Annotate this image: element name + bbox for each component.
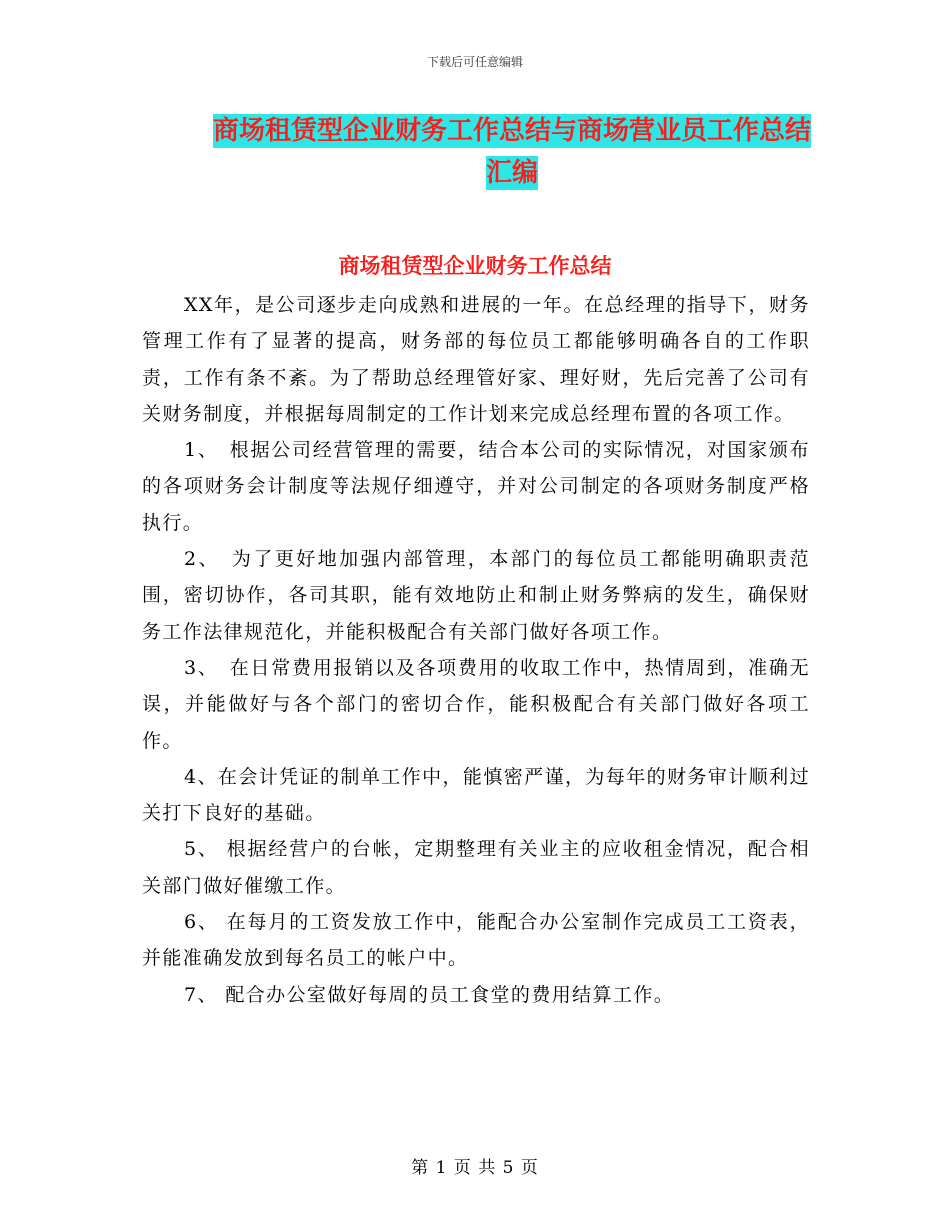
paragraph-item-4: 4、在会计凭证的制单工作中，能慎密严谨，为每年的财务审计顺利过关打下良好的基础。 xyxy=(142,765,810,825)
document-title-line2: 汇编 xyxy=(485,158,538,188)
paragraph-item-2: 2、 为了更好地加强内部管理，本部门的每位员工都能明确职责范围，密切协作，各司其职，能有效地防止和制止财务弊病的发生，确保财务工作法律规范化，并能积极配合有关部门做好各项工作。 xyxy=(142,548,810,643)
document-title xyxy=(192,110,832,194)
paragraph-item-3: 3、 在日常费用报销以及各项费用的收取工作中，热情周到，准确无误，并能做好与各个部门的密切合作，能积极配合有关部门做好各项工作。 xyxy=(142,656,810,752)
document-body xyxy=(142,287,810,1013)
page-header-note: 下载后可任意编辑 xyxy=(426,55,523,69)
paragraph-intro: XX年，是公司逐步走向成熟和进展的一年。在总经理的指导下，财务管理工作有了显著的提高，财务部的每位员工都能够明确各自的工作职责，工作有条不紊。为了帮助总经理管好家、理好财，先后完善了公司有关财务制度，并根据每周制定的工作计划来完成总经理布置的各项工作。 xyxy=(142,294,810,425)
page-number-indicator: 第 1 页 共 5 页 xyxy=(411,1158,539,1178)
paragraph-item-1: 1、 根据公司经营管理的需要，结合本公司的实际情况，对国家颁布的各项财务会计制度等法规仔细遵守，并对公司制定的各项财务制度严格执行。 xyxy=(142,439,810,534)
paragraph-item-7: 7、 配合办公室做好每周的员工食堂的费用结算工作。 xyxy=(184,983,675,1006)
document-title-line1: 商场租赁型企业财务工作总结与商场营业员工作总结 xyxy=(212,116,811,146)
paragraph-item-6: 6、 在每月的工资发放工作中，能配合办公室制作完成员工工资表，并能准确发放到每名员工的帐户中。 xyxy=(142,911,810,970)
paragraph-item-5: 5、 根据经营户的台帐，定期整理有关业主的应收租金情况，配合相关部门做好催缴工作。 xyxy=(142,838,810,897)
section-title: 商场租赁型企业财务工作总结 xyxy=(338,254,612,278)
